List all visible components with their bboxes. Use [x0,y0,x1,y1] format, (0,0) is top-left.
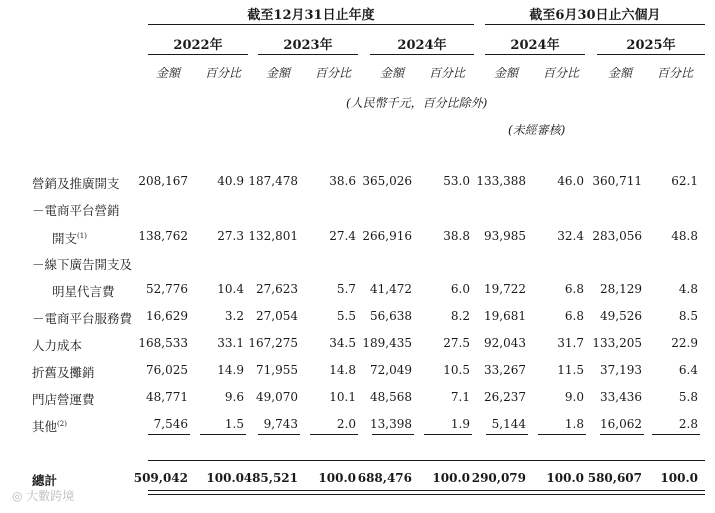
total-percent-cell: 100.0 [432,471,470,485]
row-label-text: 門店營運費 [32,392,95,407]
amount-cell: 48,771 [146,390,188,404]
amount-cell: 208,167 [138,174,188,188]
year-underline [485,54,585,55]
row-label [32,174,120,192]
row-label-text: 其他 [32,419,58,434]
amount-subheader: 金額 [379,66,404,80]
row-label [52,282,115,300]
percent-cell: 5.5 [336,309,356,323]
group-header-annual: 截至12月31日止年度 [247,8,375,23]
percent-cell: 3.2 [224,309,244,323]
year-header-2025-h1: 2025年 [626,38,676,53]
year-header-2024: 2024年 [397,38,447,53]
total-amount-cell: 290,079 [471,471,526,485]
amount-cell: 138,762 [138,229,188,243]
unit-note: (人民幣千元，百分比除外) [346,96,488,110]
amount-cell: 19,722 [484,282,526,296]
percent-cell: 8.5 [678,309,698,323]
percent-cell: 5.8 [678,390,698,404]
percent-cell: 14.9 [217,363,244,377]
amount-cell: 49,526 [600,309,642,323]
percent-subheader: 百分比 [656,66,693,80]
percent-cell: 2.8 [678,417,698,431]
row-label [52,229,87,247]
row-label [32,201,120,219]
watermark-icon: ◎ [12,489,27,503]
percent-cell: 10.4 [217,282,244,296]
amount-cell: 27,623 [256,282,298,296]
percent-cell: 9.6 [224,390,244,404]
amount-cell: 37,193 [600,363,642,377]
amount-subheader: 金額 [265,66,290,80]
percent-cell: 46.0 [557,174,584,188]
total-amount-cell: 688,476 [357,471,412,485]
amount-cell: 283,056 [592,229,642,243]
amount-cell: 48,568 [370,390,412,404]
amount-cell: 189,435 [362,336,412,350]
row-label [32,417,67,435]
amount-cell: 76,025 [146,363,188,377]
amount-cell: 72,049 [370,363,412,377]
amount-cell: 49,070 [256,390,298,404]
subtotal-rule [372,434,414,435]
percent-cell: 33.1 [217,336,244,350]
percent-cell: 10.1 [329,390,356,404]
amount-cell: 132,801 [248,229,298,243]
row-label [32,255,132,273]
total-percent-cell: 100.0 [318,471,356,485]
percent-cell: 27.4 [329,229,356,243]
percent-cell: 6.8 [564,282,584,296]
percent-cell: 48.8 [671,229,698,243]
amount-cell: 19,681 [484,309,526,323]
group-header-halfyear: 截至6月30日止六個月 [529,8,661,23]
percent-cell: 14.8 [329,363,356,377]
amount-cell: 92,043 [484,336,526,350]
percent-cell: 1.5 [224,417,244,431]
percent-cell: 6.0 [450,282,470,296]
row-label-text: －電商平台服務費 [32,311,133,326]
row-label [32,309,132,327]
watermark-text: 大數跨境 [26,489,75,503]
total-percent-cell: 100.0 [206,471,244,485]
amount-cell: 133,388 [476,174,526,188]
amount-subheader: 金額 [607,66,632,80]
subtotal-rule [258,434,300,435]
percent-cell: 1.9 [450,417,470,431]
percent-cell: 62.1 [671,174,698,188]
subtotal-rule [200,434,246,435]
row-label [32,390,95,408]
amount-cell: 27,054 [256,309,298,323]
amount-cell: 33,436 [600,390,642,404]
unaudited-note: (未經審核) [508,123,566,137]
year-underline [148,54,248,55]
amount-cell: 71,955 [256,363,298,377]
amount-cell: 26,237 [484,390,526,404]
total-top-rule [148,460,705,461]
percent-cell: 4.8 [678,282,698,296]
amount-cell: 13,398 [370,417,412,431]
percent-cell: 53.0 [443,174,470,188]
percent-cell: 32.4 [557,229,584,243]
amount-cell: 7,546 [153,417,188,431]
percent-cell: 38.8 [443,229,470,243]
total-amount-cell: 485,521 [243,471,298,485]
total-amount-cell: 580,607 [587,471,642,485]
percent-subheader: 百分比 [542,66,579,80]
total-percent-cell: 100.0 [546,471,584,485]
year-underline [258,54,358,55]
subtotal-rule [148,434,190,435]
year-underline [597,54,705,55]
percent-subheader: 百分比 [428,66,465,80]
subtotal-rule [538,434,586,435]
row-label-text: 人力成本 [32,338,83,353]
amount-cell: 168,533 [138,336,188,350]
amount-subheader: 金額 [155,66,180,80]
watermark [12,487,74,504]
amount-cell: 56,638 [370,309,412,323]
group-underline-halfyear [485,24,705,25]
amount-cell: 52,776 [146,282,188,296]
row-label-text: －電商平台營銷 [32,203,120,218]
amount-cell: 93,985 [484,229,526,243]
footnote-marker: (2) [57,419,67,428]
year-header-2023: 2023年 [283,38,333,53]
percent-cell: 8.2 [450,309,470,323]
percent-cell: 31.7 [557,336,584,350]
percent-cell: 40.9 [217,174,244,188]
subtotal-rule [424,434,472,435]
percent-cell: 10.5 [443,363,470,377]
row-label [32,363,95,381]
year-header-2024-h1: 2024年 [510,38,560,53]
amount-cell: 187,478 [248,174,298,188]
amount-cell: 16,629 [146,309,188,323]
total-label: 總計 [32,473,58,488]
subtotal-rule [310,434,358,435]
row-label-text: 明星代言費 [52,284,115,299]
amount-cell: 33,267 [484,363,526,377]
row-label [32,336,82,354]
amount-cell: 5,144 [491,417,526,431]
percent-cell: 11.5 [557,363,584,377]
amount-cell: 28,129 [600,282,642,296]
total-amount-cell: 509,042 [133,471,188,485]
amount-cell: 167,275 [248,336,298,350]
amount-cell: 41,472 [370,282,412,296]
subtotal-rule [486,434,528,435]
percent-cell: 2.0 [336,417,356,431]
footnote-marker: (1) [77,231,87,240]
amount-cell: 9,743 [263,417,298,431]
percent-cell: 7.1 [450,390,470,404]
group-underline-annual [148,24,474,25]
percent-cell: 6.4 [678,363,698,377]
percent-cell: 5.7 [336,282,356,296]
row-label-text: －線下廣告開支及 [32,257,133,272]
subtotal-rule [652,434,700,435]
percent-subheader: 百分比 [204,66,241,80]
percent-cell: 22.9 [671,336,698,350]
amount-subheader: 金額 [493,66,518,80]
total-double-rule-1 [148,490,705,491]
amount-cell: 133,205 [592,336,642,350]
amount-cell: 365,026 [362,174,412,188]
total-percent-cell: 100.0 [660,471,698,485]
amount-cell: 266,916 [362,229,412,243]
row-label-text: 折舊及攤銷 [32,365,95,380]
subtotal-rule [600,434,644,435]
total-double-rule-2 [148,494,705,495]
amount-cell: 16,062 [600,417,642,431]
percent-cell: 38.6 [329,174,356,188]
percent-cell: 1.8 [564,417,584,431]
year-header-2022: 2022年 [173,38,223,53]
percent-cell: 9.0 [564,390,584,404]
percent-subheader: 百分比 [314,66,351,80]
percent-cell: 27.5 [443,336,470,350]
amount-cell: 360,711 [592,174,642,188]
percent-cell: 34.5 [329,336,356,350]
percent-cell: 27.3 [217,229,244,243]
year-underline [370,54,474,55]
row-label-text: 營銷及推廣開支 [32,176,120,191]
percent-cell: 6.8 [564,309,584,323]
row-label-text: 開支 [52,231,78,246]
